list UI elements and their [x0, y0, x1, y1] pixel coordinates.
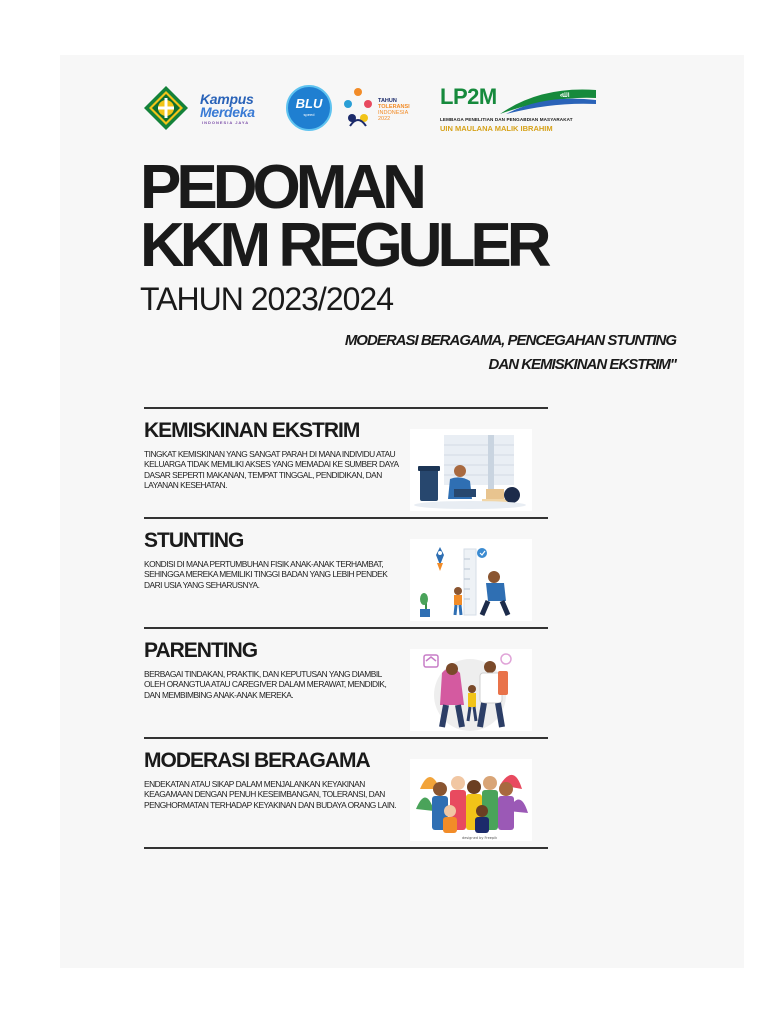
logo-bar — [140, 82, 600, 142]
blu-label: BLU — [295, 96, 323, 111]
section-description: KONDISI DI MANA PERTUMBUHAN FISIK ANAK-ANAK TERHAMBAT, SEHINGGA MEREKA MEMILIKI TINGGI BADAN YANG LEBIH PENDEK DARI USIA YANG SEHARUSNYA. — [144, 559, 388, 590]
sections-list — [144, 407, 548, 849]
tahun-toleransi-logo — [340, 84, 420, 132]
diversity-illustration — [410, 759, 532, 841]
section-heading: PARENTING — [144, 639, 258, 662]
toleransi-line2: TOLERANSI — [378, 104, 410, 110]
toleransi-line4: 2022 — [378, 116, 391, 122]
lp2m-institution: UIN MAULANA MALIK IBRAHIM — [440, 124, 553, 133]
blu-sub: speed — [303, 112, 315, 117]
tahun-toleransi-text — [378, 98, 410, 122]
poster-page — [60, 55, 744, 968]
section-description: ENDEKATAN ATAU SIKAP DALAM MENJALANKAN KEYAKINAN KEAGAMAAN DENGAN PENUH KESEIMBANGAN, TOLERANSI, DAN PENGHORMATAN TERHADAP KEYAKINAN DAN BUDAYA ORANG LAIN. — [144, 779, 397, 810]
theme-text — [216, 329, 676, 377]
kampus-merdeka-logo — [200, 92, 280, 128]
page-title — [140, 153, 547, 280]
theme-line1: MODERASI BERAGAMA, PENCEGAHAN STUNTING — [344, 332, 676, 349]
blu-logo — [285, 84, 333, 132]
page-subtitle: TAHUN 2023/2024 — [140, 281, 393, 317]
kampus-merdeka-line2: Merdeka — [200, 104, 255, 120]
section-heading: MODERASI BERAGAMA — [144, 749, 370, 772]
section-parenting — [144, 629, 548, 737]
toleransi-line1: TAHUN — [378, 98, 397, 104]
poverty-illustration — [410, 429, 532, 511]
section-description: TINGKAT KEMISKINAN YANG SANGAT PARAH DI MANA INDIVIDU ATAU KELUARGA TIDAK MEMILIKI AKSES YANG MEMADAI KE SUMBER DAYA DASAR SEPERTI MAKANAN, TEMPAT TINGGAL, PENDIDIKAN, DAN LAYANAN KESEHATAN. — [144, 449, 399, 491]
theme-line2: DAN KEMISKINAN EKSTRIM" — [488, 356, 676, 373]
section-moderasi-beragama — [144, 739, 548, 847]
section-kemiskinan-ekstrim — [144, 409, 548, 517]
divider — [144, 847, 548, 849]
parenting-illustration — [410, 649, 532, 731]
title-line1: PEDOMAN — [140, 153, 422, 222]
toleransi-line3: INDONESIA — [378, 110, 409, 116]
section-heading: STUNTING — [144, 529, 244, 552]
section-stunting — [144, 519, 548, 627]
stunting-illustration — [410, 539, 532, 621]
section-heading: KEMISKINAN EKSTRIM — [144, 419, 360, 442]
lp2m-logo — [440, 86, 600, 140]
kemenag-logo — [142, 84, 190, 132]
section-description: BERBAGAI TINDAKAN, PRAKTIK, DAN KEPUTUSAN YANG DIAMBIL OLEH ORANGTUA ATAU CAREGIVER DALAM MERAWAT, MENDIDIK, DAN MEMBIMBING ANAK-ANAK MEREKA. — [144, 669, 387, 700]
lp2m-title: LP2M — [440, 84, 497, 109]
kampus-merdeka-line1: Kampus — [200, 91, 254, 107]
svg-text:ﷲ: ﷲ — [560, 90, 565, 99]
kampus-merdeka-tagline: INDONESIA JAYA — [202, 120, 250, 125]
illustration-credit: designed by Freepik — [462, 836, 498, 840]
title-line2: KKM REGULER — [140, 211, 547, 280]
lp2m-subtitle: LEMBAGA PENELITIAN DAN PENGABDIAN MASYARAKAT — [440, 117, 573, 122]
